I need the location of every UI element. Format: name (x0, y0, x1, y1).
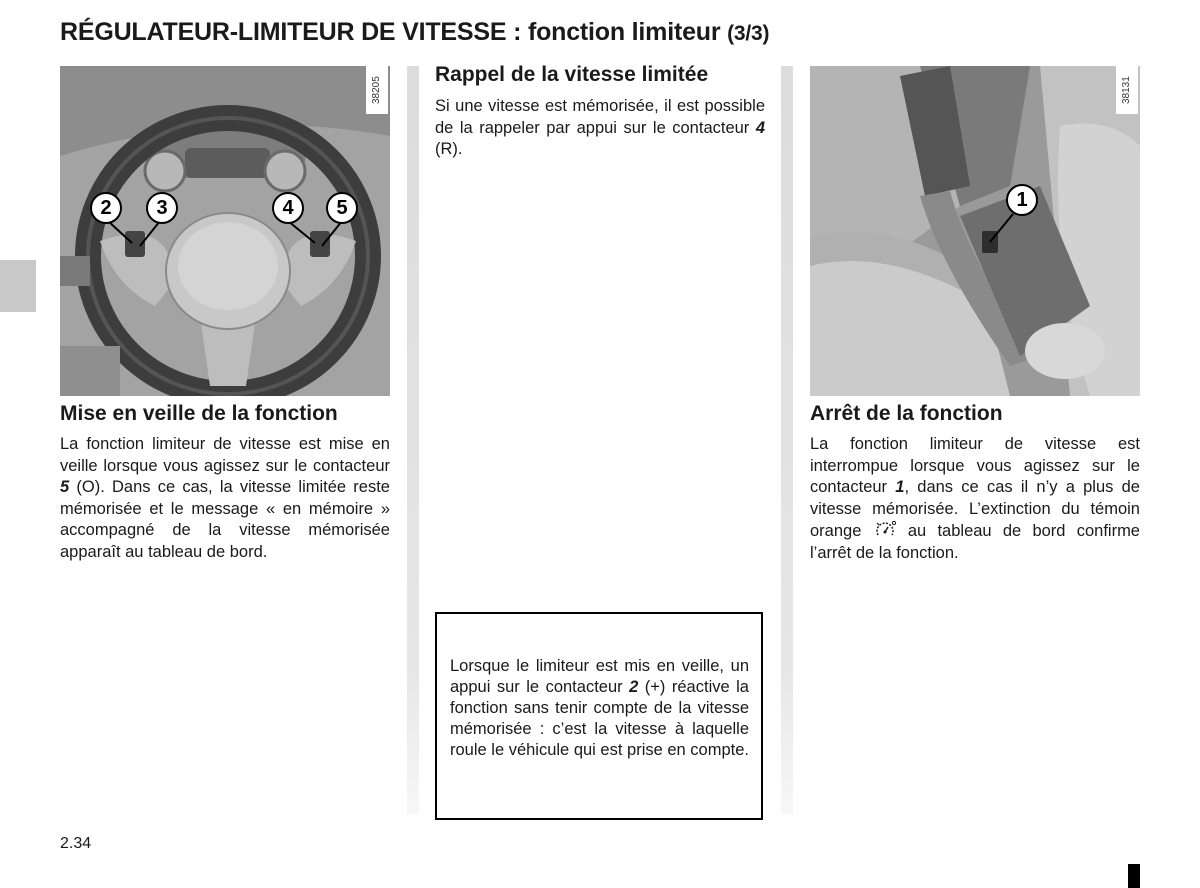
standby-switch-number: 5 (60, 478, 70, 496)
stop-paragraph (810, 434, 1140, 564)
callout-5: 5 (326, 192, 358, 224)
recall-paragraph (435, 96, 765, 161)
recall-switch-number: 4 (755, 118, 765, 137)
stop-text-1: La fonction limiteur de vitesse est interrompue lorsque vous agissez sur le contacteur (810, 435, 1140, 496)
console-switch-figure (810, 66, 1140, 396)
page-number: 2.34 (60, 835, 92, 852)
note-paragraph (450, 656, 749, 761)
note-text-2: (+) réactive la fonction sans tenir compte de la vitesse mémorisée : c’est la vitesse à laquelle roule le véhicule qui est prise en compte. (450, 678, 749, 759)
note-text-1: Lorsque le limiteur est mis en veille, un appui sur le contacteur (450, 657, 749, 696)
note-switch-number: 2 (629, 678, 639, 696)
stop-text-3: au tableau de bord confirme l’arrêt de la fonction. (810, 522, 1140, 562)
standby-paragraph (60, 434, 390, 563)
recall-text-2: (R). (435, 140, 463, 158)
figure-reference-number: 38131 (1116, 66, 1138, 114)
steering-wheel-illustration (60, 66, 390, 396)
section-tab-marker (0, 260, 36, 312)
recall-heading: Rappel de la vitesse limitée (435, 63, 709, 86)
standby-text-1: La fonction limiteur de vitesse est mise en veille lorsque vous agissez sur le contacteur (60, 435, 390, 475)
page-edge-marker (1128, 864, 1140, 888)
console-illustration (810, 66, 1140, 396)
stop-heading: Arrêt de la fonction (810, 402, 1003, 425)
speed-limiter-warning-icon (873, 520, 897, 540)
figure-reference-number: 38205 (366, 66, 388, 114)
callout-2: 2 (90, 192, 122, 224)
steering-wheel-figure (60, 66, 390, 396)
standby-heading: Mise en veille de la fonction (60, 402, 338, 425)
callout-3: 3 (146, 192, 178, 224)
stop-text-2: , dans ce cas il n’y a plus de vitesse mémorisée. L’extinction du témoin orange (810, 478, 1140, 540)
standby-note-box (435, 612, 763, 820)
callout-1: 1 (1006, 184, 1038, 216)
stop-switch-number: 1 (895, 478, 905, 496)
callout-4: 4 (272, 192, 304, 224)
column-divider-left (407, 66, 419, 814)
standby-text-2: (O). Dans ce cas, la vitesse limitée reste mémorisée et le message « en mémoire » accompagné de la vitesse mémorisée apparaît au tableau de bord. (60, 478, 390, 561)
page-title (60, 18, 769, 47)
recall-text-1: Si une vitesse est mémorisée, il est possible de la rappeler par appui sur le contacteur (435, 97, 765, 137)
column-divider-right (781, 66, 793, 814)
title-main: RÉGULATEUR-LIMITEUR DE VITESSE : fonction limiteur (60, 18, 721, 46)
title-page-indicator: (3/3) (727, 22, 770, 45)
